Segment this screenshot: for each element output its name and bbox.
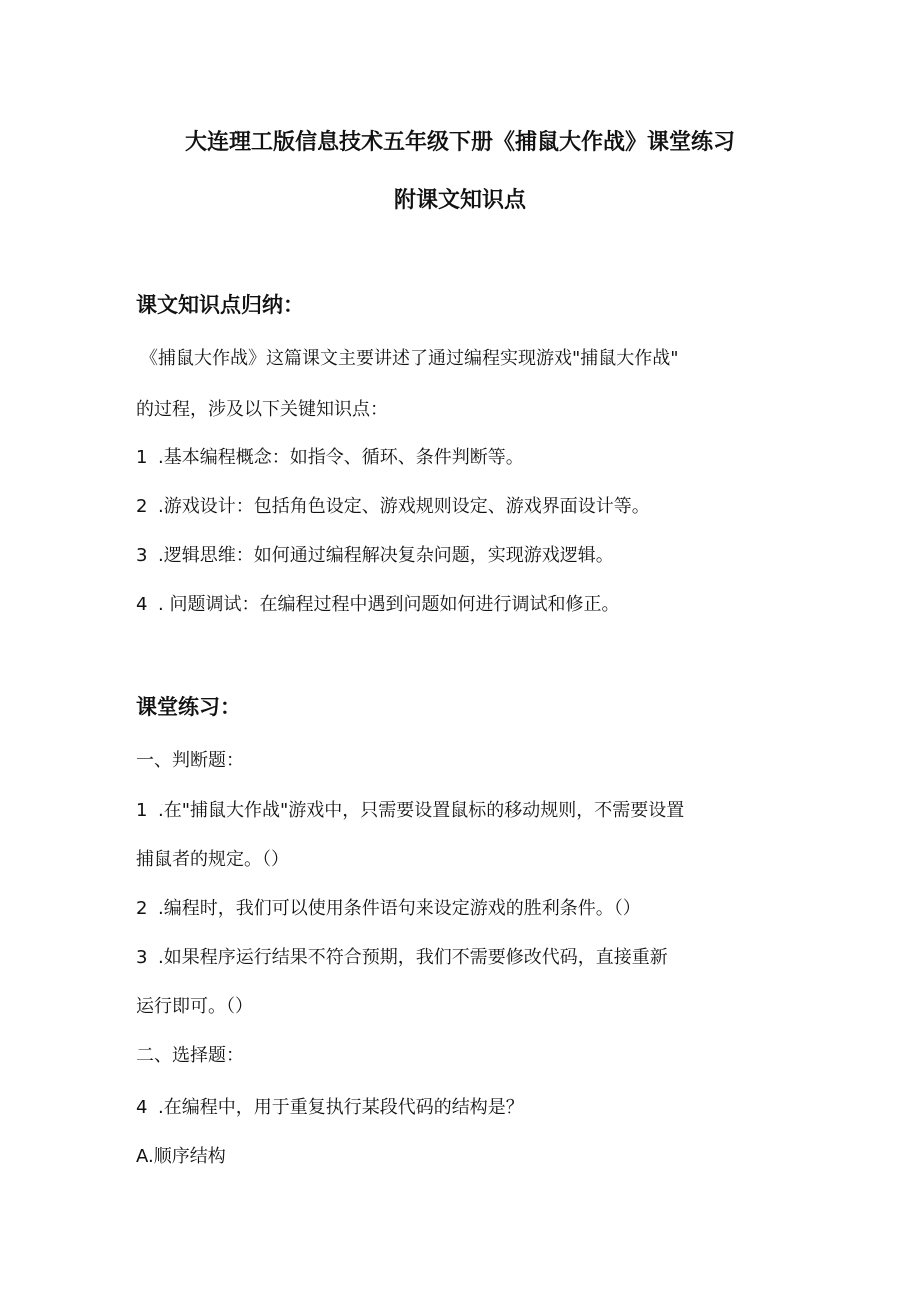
knowledge-intro-line2: 的过程，涉及以下关键知识点： [136, 399, 388, 420]
question-2 [136, 895, 641, 923]
knowledge-heading: 课文知识点归纳： [136, 293, 304, 317]
option-a: A.顺序结构 [136, 1146, 226, 1167]
knowledge-item [136, 493, 650, 521]
item-number: 1 [136, 447, 148, 468]
question-text: .编程时，我们可以使用条件语句来设定游戏的胜利条件。（） [158, 898, 641, 919]
item-text: .游戏设计：包括角色设定、游戏规则设定、游戏界面设计等。 [158, 496, 650, 517]
question-text: .在编程中，用于重复执行某段代码的结构是？ [158, 1097, 524, 1118]
knowledge-item [136, 542, 614, 570]
item-text: . 问题调试：在编程过程中遇到问题如何进行调试和修正。 [158, 594, 620, 615]
question-text: .在"捕鼠大作战"游戏中，只需要设置鼠标的移动规则，不需要设置 [158, 800, 685, 821]
question-3-continued: 运行即可。（） [136, 996, 253, 1017]
question-4 [136, 1094, 524, 1122]
question-text: .如果程序运行结果不符合预期，我们不需要修改代码，直接重新 [158, 947, 668, 968]
question-number: 3 [136, 947, 148, 968]
question-3 [136, 944, 668, 972]
item-text: .基本编程概念：如指令、循环、条件判断等。 [158, 447, 524, 468]
knowledge-intro-line1: 《捕鼠大作战》这篇课文主要讲述了通过编程实现游戏"捕鼠大作战" [140, 348, 679, 369]
question-1-continued: 捕鼠者的规定。（） [136, 849, 289, 870]
knowledge-item [136, 444, 524, 472]
question-number: 1 [136, 800, 148, 821]
item-number: 3 [136, 545, 148, 566]
item-text: .逻辑思维：如何通过编程解决复杂问题，实现游戏逻辑。 [158, 545, 614, 566]
section-multiple-choice: 二、选择题： [136, 1045, 244, 1066]
item-number: 4 [136, 594, 148, 615]
document-subtitle: 附课文知识点 [393, 188, 526, 213]
question-number: 2 [136, 898, 148, 919]
section-true-false: 一、判断题： [136, 750, 244, 771]
question-1 [136, 797, 684, 825]
question-number: 4 [136, 1097, 148, 1118]
exercise-heading: 课堂练习： [136, 695, 241, 719]
item-number: 2 [136, 496, 148, 517]
document-title: 大连理工版信息技术五年级下册《捕鼠大作战》课堂练习 [184, 130, 735, 155]
knowledge-item [136, 591, 619, 619]
